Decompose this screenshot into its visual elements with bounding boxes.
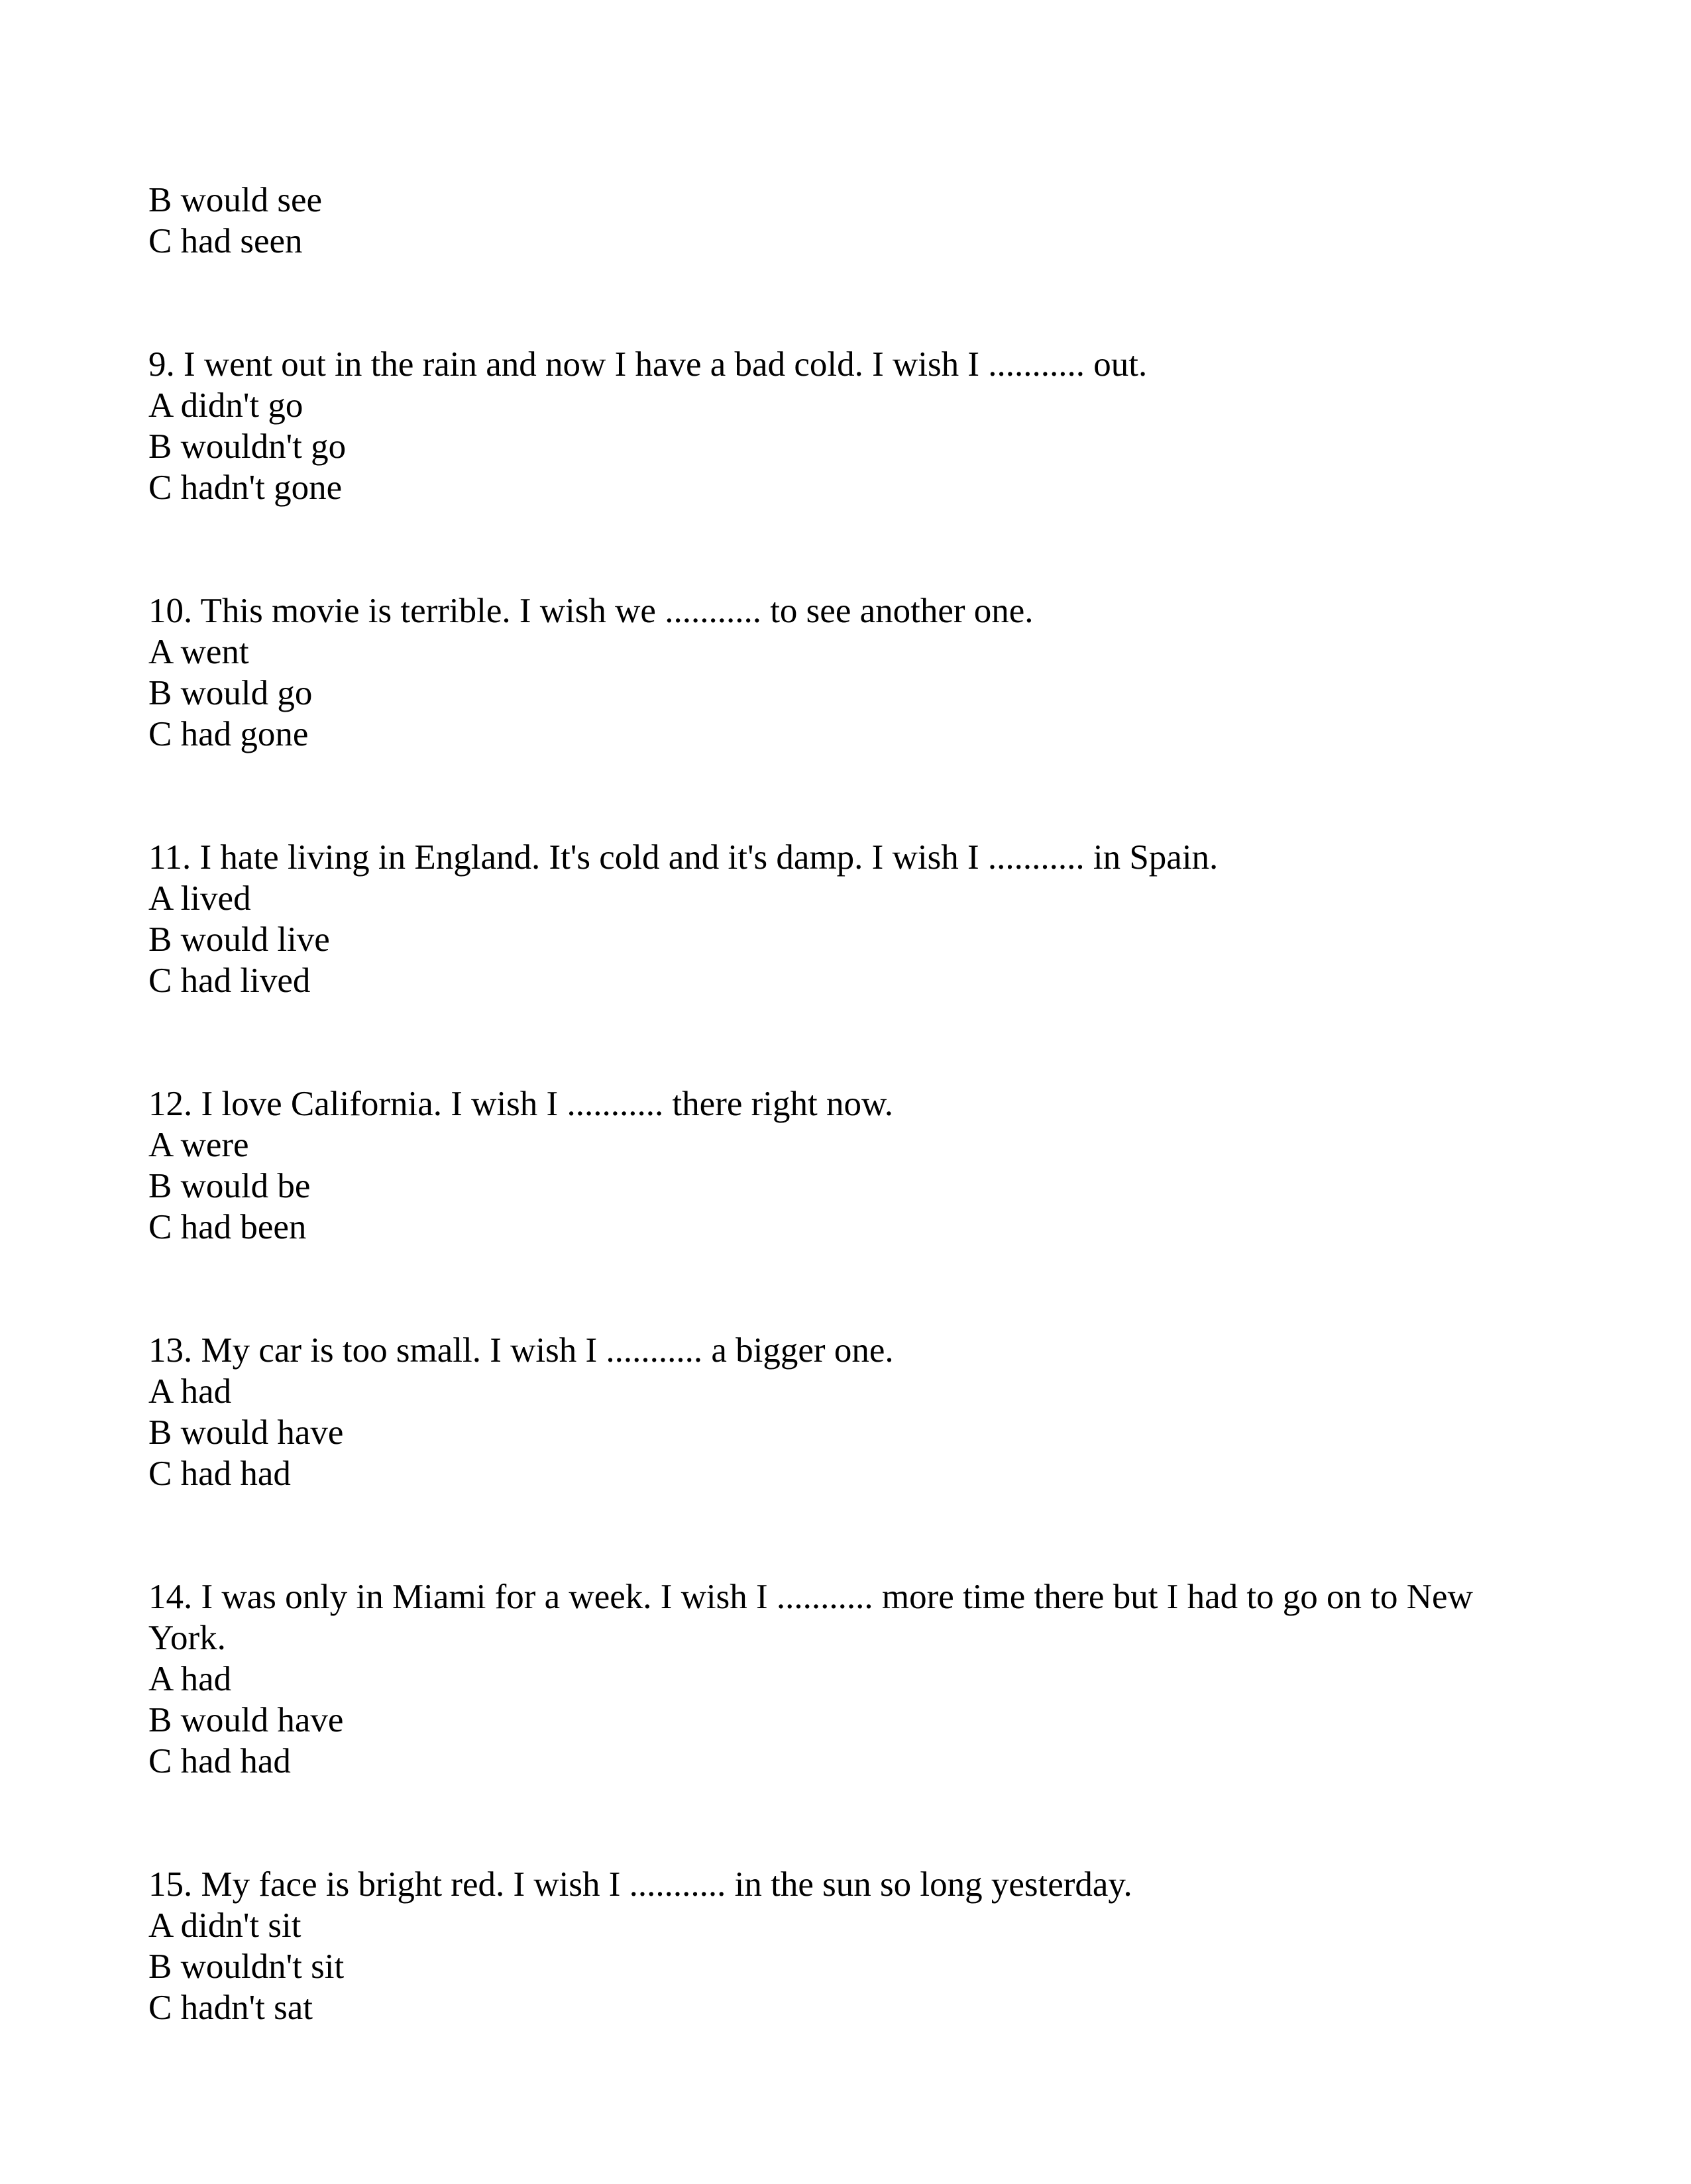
question-prompt: 12. I love California. I wish I ........... there right now. — [148, 1085, 894, 1123]
option-text: A went — [148, 633, 249, 671]
question-prompt: 10. This movie is terrible. I wish we ........... to see another one. — [148, 592, 1034, 630]
question-prompt: 13. My car is too small. I wish I ........... a bigger one. — [148, 1331, 894, 1370]
option-text: C had gone — [148, 715, 309, 753]
question-13 — [148, 1330, 1547, 1494]
option-text: A didn't go — [148, 386, 303, 425]
question-15 — [148, 1864, 1547, 2028]
option-text: A were — [148, 1126, 249, 1164]
option-text: B would live — [148, 920, 330, 959]
option-text: B would go — [148, 674, 313, 712]
question-11 — [148, 837, 1547, 1001]
option-text: B would have — [148, 1413, 344, 1452]
question-9 — [148, 344, 1547, 508]
question-prompt: 15. My face is bright red. I wish I ........... in the sun so long yesterday. — [148, 1865, 1132, 1904]
option-text: C had had — [148, 1454, 291, 1493]
option-text: C hadn't sat — [148, 1989, 313, 2027]
option-text: C had lived — [148, 961, 311, 1000]
question-12 — [148, 1083, 1547, 1248]
option-text: A lived — [148, 879, 251, 918]
question-prompt: 9. I went out in the rain and now I have a bad cold. I wish I ........... out. — [148, 345, 1148, 384]
option-text: A had — [148, 1660, 232, 1698]
option-text: B wouldn't go — [148, 427, 347, 466]
option-text: C had been — [148, 1208, 307, 1246]
option-text: B would have — [148, 1701, 344, 1739]
option-text: C hadn't gone — [148, 468, 343, 507]
question-10 — [148, 590, 1547, 755]
option-text: B would see — [148, 181, 323, 219]
option-text: C had had — [148, 1742, 291, 1780]
carryover-options — [148, 180, 1547, 262]
question-prompt: 14. I was only in Miami for a week. I wish I ........... more time there but I had to go on to New York. — [148, 1578, 1473, 1657]
document-page — [148, 180, 1547, 2028]
question-prompt: 11. I hate living in England. It's cold and it's damp. I wish I ........... in Spain. — [148, 838, 1219, 877]
question-14 — [148, 1576, 1547, 1782]
option-text: B wouldn't sit — [148, 1947, 345, 1986]
option-text: B would be — [148, 1167, 311, 1205]
option-text: C had seen — [148, 222, 303, 260]
option-text: A didn't sit — [148, 1906, 301, 1945]
option-text: A had — [148, 1372, 232, 1411]
